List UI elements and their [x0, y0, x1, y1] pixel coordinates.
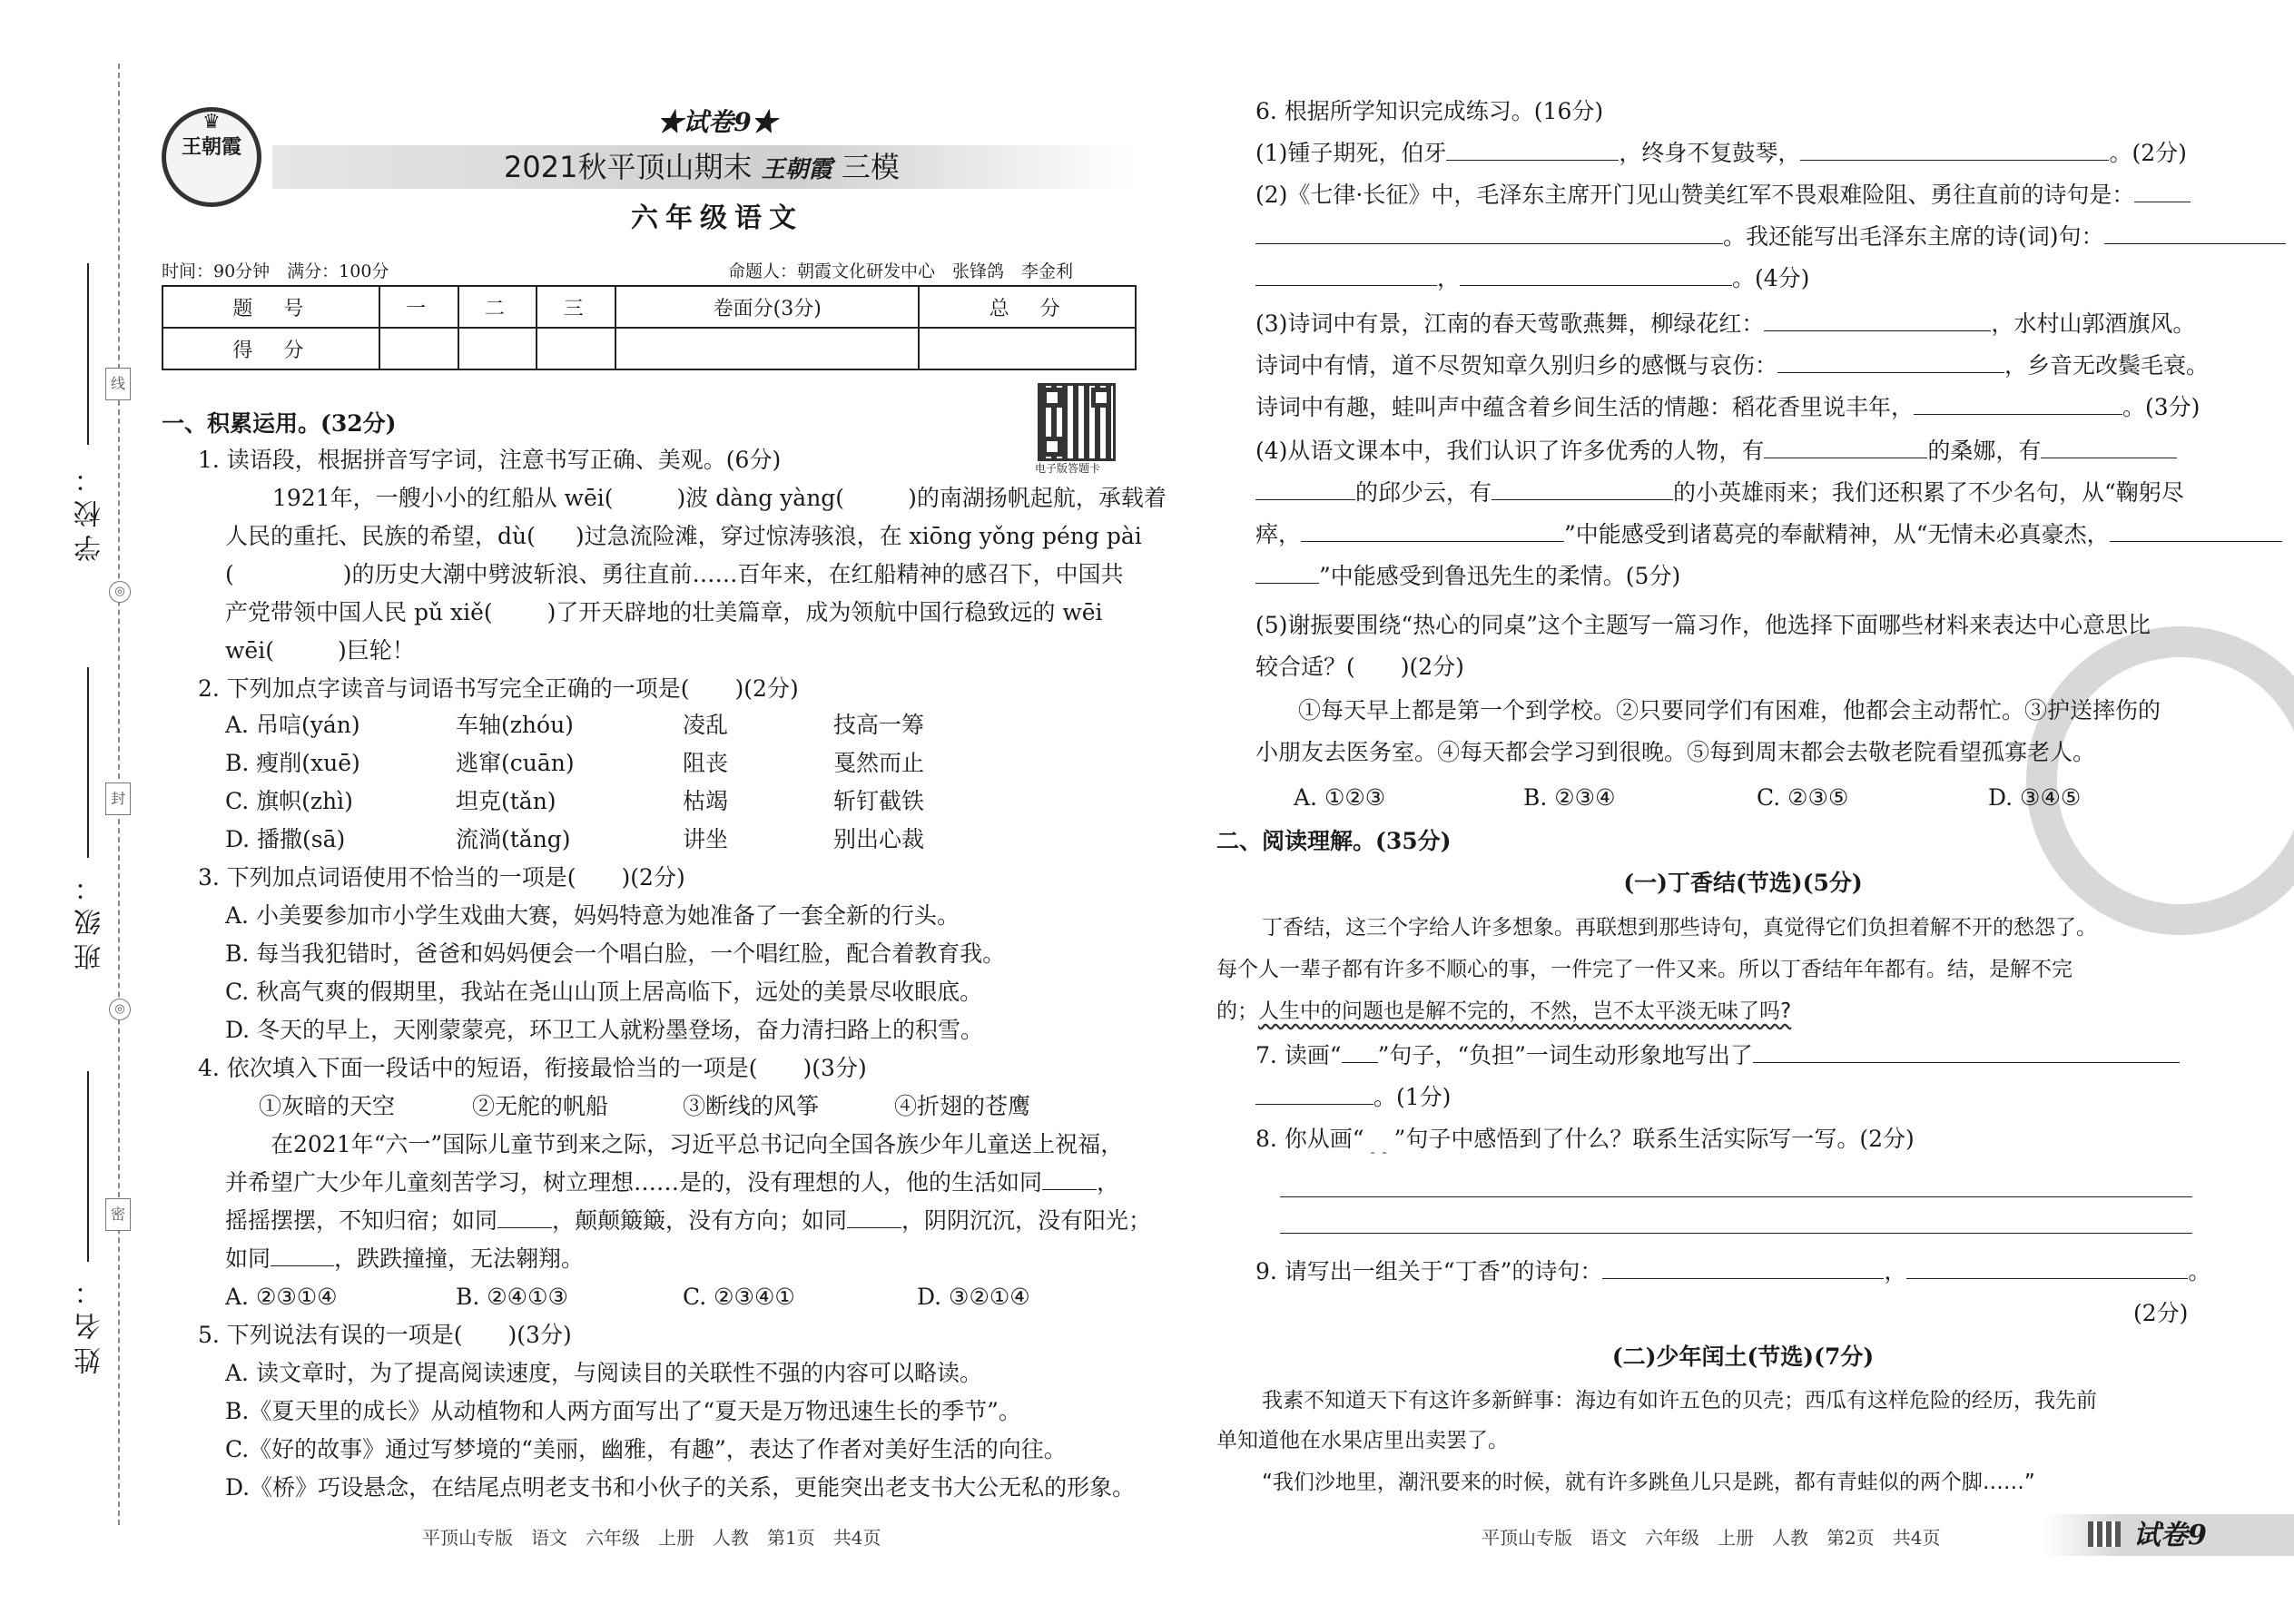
q4-option[interactable]: C. ②③④①	[683, 1284, 795, 1310]
q9-line	[1255, 1256, 2210, 1287]
answer-blank[interactable]	[844, 484, 908, 506]
q1-text: 人民的重托、民族的希望，dù(	[225, 523, 536, 549]
q2-option: 逃窜(cuān)	[456, 750, 575, 776]
school-field[interactable]	[87, 263, 89, 445]
binding-hole-icon: ◎	[109, 999, 131, 1020]
q2-option[interactable]: C. 旗帜(zhì)	[225, 788, 353, 814]
q1-text: 产党带领中国人民 pǔ xiě(	[225, 599, 493, 625]
q1-line	[225, 521, 1142, 552]
q6-text: (4)从语文课本中，我们认识了许多优秀的人物，有	[1255, 438, 1765, 464]
q7-line	[1255, 1040, 2180, 1071]
answer-blank[interactable]	[847, 1206, 901, 1228]
answer-blank[interactable]	[234, 560, 343, 582]
q6-text: (3)诗词中有景，江南的春天莺歌燕舞，柳绿花红：	[1255, 310, 1765, 337]
answer-blank[interactable]	[2110, 519, 2282, 542]
q1-text: wēi(	[225, 637, 274, 664]
q4-paragraph: 在2021年“六一”国际儿童节到来之际，习近平总书记向全国各族少年儿童送上祝福，	[271, 1131, 1124, 1157]
q3-option[interactable]: C. 秋高气爽的假期里，我站在尧山山顶上居高临下，远处的美景尽收眼底。	[225, 979, 983, 1005]
answer-blank[interactable]	[536, 522, 576, 544]
q1-text: )巨轮！	[337, 637, 415, 664]
q9-text: ，	[1884, 1258, 1907, 1284]
q5-prompt: 5. 下列说法有误的一项是( )(3分)	[198, 1322, 572, 1348]
q8-line	[1255, 1124, 1915, 1155]
score-header-cell: 卷面分(3分)	[615, 286, 919, 328]
q1-text: )了开天辟地的壮美篇章，成为领航中国行稳致远的 wēi	[546, 599, 1103, 625]
answer-blank[interactable]	[1492, 477, 1673, 500]
answer-blank[interactable]	[1602, 1256, 1884, 1279]
q6-materials: ①每天早上都是第一个到学校。②只要同学们有困难，他都会主动帮忙。③护送摔伤的	[1298, 697, 2161, 723]
q6-item	[1255, 180, 2191, 211]
q4-option[interactable]: A. ②③①④	[225, 1284, 338, 1310]
class-field[interactable]	[87, 667, 89, 858]
q2-option: 别出心裁	[833, 826, 925, 852]
q4-paragraph	[225, 1206, 1151, 1236]
score-table-score-row	[162, 328, 1136, 369]
q6-option[interactable]: C. ②③⑤	[1757, 784, 1849, 811]
qr-caption: 电子版答题卡	[1035, 462, 1101, 475]
q6-materials: 小朋友去医务室。④每天都会学习到很晚。⑤每到周末都会去敬老院看望孤寡老人。	[1255, 739, 2096, 765]
passage1-text	[1216, 996, 1791, 1027]
exam-title-brand: 王朝霞	[761, 156, 832, 183]
time-info: 时间：90分钟 满分：100分	[162, 261, 389, 281]
q6-text: 。(2分)	[2109, 140, 2187, 166]
q1-text: )波 dàng yàng(	[676, 485, 845, 511]
q6-prompt: 6. 根据所学知识完成练习。(16分)	[1255, 98, 1604, 124]
q4-paragraph	[225, 1167, 1119, 1198]
q4-text: ，	[1097, 1169, 1120, 1196]
q6-text: ”中能感受到诸葛亮的奉献精神，从“无情未必真豪杰，	[1564, 521, 2110, 547]
q3-option[interactable]: A. 小美要参加市小学生戏曲大赛，妈妈特意为她准备了一套全新的行头。	[225, 902, 960, 929]
answer-blank[interactable]	[2134, 180, 2191, 202]
q5-option[interactable]: A. 读文章时，为了提高阅读速度，与阅读目的关联性不强的内容可以略读。	[225, 1360, 982, 1386]
q3-option[interactable]: B. 每当我犯错时，爸爸和妈妈便会一个唱白脸，一个唱红脸，配合着教育我。	[225, 940, 1006, 967]
series-tag: ★试卷9★	[657, 107, 777, 137]
q1-line	[225, 559, 1124, 590]
q4-text: 并希望广大少年儿童刻苦学习，树立理想……是的，没有理想的人，他的生活如同	[225, 1169, 1043, 1196]
logo-text: 王朝霞	[181, 135, 241, 159]
q3-option[interactable]: D. 冬天的早上，天刚蒙蒙亮，环卫工人就粉墨登场，奋力清扫路上的积雪。	[225, 1017, 984, 1043]
authors: 命题人：朝霞文化研发中心 张锋鸽 李金利	[728, 261, 1074, 281]
q2-option: 凌乱	[683, 712, 729, 738]
class-label: 班级：	[74, 867, 106, 970]
q4-text: 摇摇摆摆，不知归宿；如同	[225, 1207, 498, 1234]
exam-title-post: 三模	[841, 150, 900, 184]
answer-blank[interactable]	[614, 484, 677, 506]
score-row-label: 得 分	[162, 328, 379, 369]
passage2-text: 我素不知道天下有这许多新鲜事：海边有如许五色的贝壳；西瓜有这样危险的经历，我先前	[1262, 1389, 2097, 1412]
answer-blank[interactable]	[1764, 436, 1927, 458]
score-cell[interactable]	[919, 328, 1136, 369]
q4-phrase: ④折翅的苍鹰	[894, 1093, 1031, 1119]
q1-line	[225, 635, 415, 666]
q4-option[interactable]: B. ②④①③	[456, 1284, 568, 1310]
answer-blank[interactable]	[1800, 138, 2109, 161]
q1-text: )过急流险滩，穿过惊涛骇浪，在 xiōng yǒng péng pài	[575, 523, 1142, 549]
q9-text: 9. 请写出一组关于“丁香”的诗句：	[1255, 1258, 1603, 1284]
answer-blank[interactable]	[1255, 477, 1355, 500]
answer-blank[interactable]	[1753, 1040, 2180, 1063]
q6-item	[1255, 350, 2209, 381]
q4-text: ，颠颠簸簸，没有方向；如同	[552, 1207, 848, 1234]
score-cell[interactable]	[458, 328, 537, 369]
q7-text: 。(1分)	[1373, 1084, 1452, 1110]
q1-text: )的南湖扬帆起航，承载着	[908, 485, 1167, 511]
q1-prompt: 1. 读语段，根据拼音写字词，注意书写正确、美观。(6分)	[198, 447, 782, 473]
q6-item: 较合适？( )(2分)	[1255, 654, 1464, 680]
name-field[interactable]	[87, 1071, 89, 1262]
answer-blank[interactable]	[271, 1244, 334, 1266]
passage1-text: 每个人一辈子都有许多不顺心的事，一件完了一件又来。所以丁香结年年都有。结，是解不完	[1216, 958, 2072, 981]
q8-text: 8. 你从画“	[1255, 1126, 1364, 1152]
page-footer-left: 平顶山专版 语文 六年级 上册 人教 第1页 共4页	[422, 1527, 881, 1549]
q6-item	[1255, 263, 1809, 294]
page-footer-right: 平顶山专版 语文 六年级 上册 人教 第2页 共4页	[1482, 1527, 1941, 1549]
passage2-text: 单知道他在水果店里出卖罢了。	[1216, 1429, 1509, 1452]
answer-blank[interactable]	[497, 1206, 552, 1228]
q8-answer-line[interactable]	[1280, 1233, 2192, 1234]
answer-blank[interactable]	[1914, 392, 2122, 415]
answer-blank[interactable]	[2041, 436, 2177, 458]
q6-text: 诗词中有情，道不尽贺知章久别归乡的感慨与哀伤：	[1255, 352, 1778, 379]
q6-item	[1255, 436, 2177, 467]
q1-line	[272, 483, 1167, 514]
score-header-cell: 三	[537, 286, 615, 328]
q1-line	[225, 597, 1103, 628]
answer-blank[interactable]	[1255, 221, 1723, 244]
q6-text: 的小英雄雨来；我们还积累了不少名句，从“鞠躬尽	[1673, 479, 2184, 506]
q2-option[interactable]: A. 吊唁(yán)	[225, 712, 360, 738]
q6-item	[1255, 519, 2282, 550]
q4-phrase: ②无舵的帆船	[472, 1093, 609, 1119]
section2-heading: 二、阅读理解。(35分)	[1216, 828, 1452, 854]
answer-blank[interactable]	[1255, 1082, 1373, 1105]
q1-text: 1921年，一艘小小的红船从 wēi(	[272, 485, 614, 511]
q6-text: 瘁，	[1255, 521, 1302, 547]
q6-option[interactable]: A. ①②③	[1294, 784, 1386, 811]
q7-text: 7. 读画“	[1255, 1042, 1342, 1068]
score-table	[162, 285, 1137, 370]
q4-text: 如同	[225, 1245, 271, 1272]
q1-text: (	[225, 561, 234, 587]
answer-blank[interactable]	[1255, 561, 1319, 584]
q4-paragraph	[225, 1244, 584, 1275]
answer-blank[interactable]	[1777, 350, 2004, 373]
corner-tag: 试卷9	[2133, 1520, 2207, 1551]
subject-title: 六年级语文	[631, 202, 803, 234]
q6-text: (2)《七律·长征》中，毛泽东主席开门见山赞美红军不畏艰难险阻、勇往直前的诗句是：	[1255, 182, 2135, 208]
answer-blank[interactable]	[1042, 1167, 1097, 1190]
score-header-cell: 一	[379, 286, 458, 328]
qr-code-icon[interactable]	[1038, 383, 1116, 461]
q4-prompt: 4. 依次填入下面一段话中的短语，衔接最恰当的一项是( )(3分)	[198, 1055, 867, 1081]
passage1-text: 丁香结，这三个字给人许多想象。再联想到那些诗句，真觉得它们负担着解不开的愁怨了。	[1262, 916, 2097, 940]
q6-text: (1)锺子期死，伯牙	[1255, 140, 1447, 166]
q7-line	[1255, 1082, 1451, 1113]
q6-item	[1255, 561, 1680, 592]
q7-text: ”句子，“负担”一词生动形象地写出了	[1377, 1042, 1753, 1068]
q5-option[interactable]: B.《夏天里的成长》从动植物和人两方面写出了“夏天是万物迅速生长的季节”。	[225, 1398, 1021, 1424]
watermark-seal	[2026, 626, 2294, 935]
score-table-header-row	[162, 286, 1136, 328]
answer-blank[interactable]	[274, 636, 338, 658]
answer-blank[interactable]	[1301, 519, 1564, 542]
score-header-cell: 二	[458, 286, 537, 328]
q3-prompt: 3. 下列加点词语使用不恰当的一项是( )(2分)	[198, 864, 685, 891]
q4-option[interactable]: D. ③②①④	[917, 1284, 1030, 1310]
answer-blank[interactable]	[2104, 221, 2286, 244]
logo-crown-icon: ♛	[202, 111, 221, 133]
q6-option[interactable]: B. ②③④	[1523, 784, 1616, 811]
q5-option[interactable]: D.《桥》巧设悬念，在结尾点明老支书和小伙子的关系，更能突出老支书大公无私的形象。	[225, 1474, 1136, 1501]
q8-answer-line[interactable]	[1280, 1196, 2192, 1197]
q2-option: 车轴(zhóu)	[456, 712, 574, 738]
answer-blank[interactable]	[1446, 138, 1619, 161]
q8-text: ”句子中感悟到了什么？联系生活实际写一写。(2分)	[1393, 1126, 1915, 1152]
underline-sample	[1342, 1040, 1378, 1063]
passage1-wavy-sentence: 人生中的问题也是解不完的，不然，岂不太平淡无味了吗?	[1258, 999, 1792, 1023]
wavy-sample	[1364, 1126, 1394, 1152]
passage2-text: “我们沙地里，潮汛要来的时候，就有许多跳鱼儿只是跳，都有青蛙似的两个脚……”	[1262, 1471, 2035, 1494]
q2-option: 斩钉截铁	[833, 788, 925, 814]
q5-option[interactable]: C.《好的故事》通过写梦境的“美丽，幽雅，有趣”，表达了作者对美好生活的向往。	[225, 1436, 1067, 1462]
score-header-cell: 题 号	[162, 286, 379, 328]
answer-blank[interactable]	[1255, 263, 1437, 286]
q6-text: ，乡音无改鬓毛衰。	[2004, 352, 2210, 379]
q6-text: ，水村山郭酒旗风。	[1991, 310, 2196, 337]
q2-option[interactable]: B. 瘦削(xuē)	[225, 750, 360, 776]
q6-text: 。(4分)	[1732, 265, 1810, 291]
q9-points: (2分)	[2133, 1300, 2189, 1326]
q6-item	[1255, 309, 2195, 340]
q6-text: ，终身不复鼓琴，	[1619, 140, 1801, 166]
passage1-title: (一)丁香结(节选)(5分)	[1623, 870, 1863, 896]
q2-option: 流淌(tǎng)	[456, 826, 571, 852]
passage1-text-plain: 的；	[1216, 999, 1258, 1023]
answer-blank[interactable]	[493, 598, 547, 620]
q2-option: 技高一筹	[833, 712, 925, 738]
name-label: 姓名：	[74, 1271, 106, 1374]
q6-option[interactable]: D. ③④⑤	[1988, 784, 2082, 811]
q4-phrase: ③断线的风筝	[683, 1093, 820, 1119]
q2-prompt: 2. 下列加点字读音与词语书写完全正确的一项是( )(2分)	[198, 675, 799, 702]
q2-option: 戛然而止	[833, 750, 925, 776]
q6-text: ，	[1437, 265, 1461, 291]
exam-title	[504, 148, 900, 189]
q2-option: 枯竭	[683, 788, 729, 814]
q6-item	[1255, 138, 2187, 169]
exam-title-pre: 2021秋平顶山期末	[504, 150, 753, 184]
school-label: 学校：	[74, 458, 106, 562]
answer-blank[interactable]	[1764, 309, 1991, 331]
binding-mark-sealed: 密	[105, 1198, 131, 1231]
brand-logo	[162, 107, 261, 207]
q6-text: 诗词中有趣，蛙叫声中蕴含着乡间生活的情趣：稻花香里说丰年，	[1255, 394, 1915, 420]
answer-blank[interactable]	[1906, 1256, 2188, 1279]
q2-option: 讲坐	[683, 826, 729, 852]
corner-tag-pattern-icon	[2088, 1521, 2121, 1547]
answer-blank[interactable]	[1460, 263, 1732, 286]
q6-text: ”中能感受到鲁迅先生的柔情。(5分)	[1319, 563, 1681, 589]
q6-text: 的桑娜，有	[1927, 438, 2042, 464]
q6-text: 。(3分)	[2122, 394, 2200, 420]
q6-text: 。我还能写出毛泽东主席的诗(词)句：	[1723, 223, 2104, 250]
score-cell[interactable]	[379, 328, 458, 369]
passage2-title: (二)少年闰土(节选)(7分)	[1611, 1343, 1875, 1370]
score-header-cell: 总 分	[919, 286, 1136, 328]
q6-item	[1255, 477, 2184, 508]
q4-text: ，阴阴沉沉，没有阳光；	[901, 1207, 1152, 1234]
binding-hole-icon: ◎	[109, 581, 131, 603]
q6-item: (5)谢振要围绕“热心的同桌”这个主题写一篇习作，他选择下面哪些材料来表达中心意思比	[1255, 612, 2151, 638]
q1-text: )的历史大潮中劈波斩浪、勇往直前……百年来，在红船精神的感召下，中国共	[342, 561, 1124, 587]
binding-mark-seal: 封	[105, 782, 131, 815]
q4-text: ，跌跌撞撞，无法翱翔。	[334, 1245, 585, 1272]
q2-option: 坦克(tǎn)	[456, 788, 556, 814]
q2-option[interactable]: D. 播撒(sā)	[225, 826, 346, 852]
q9-text: 。	[2188, 1258, 2211, 1284]
binding-mark-line: 线	[105, 368, 131, 400]
q6-item	[1255, 221, 2286, 252]
score-cell[interactable]	[537, 328, 615, 369]
q2-option: 阻丧	[683, 750, 729, 776]
q6-text: 的邱少云，有	[1355, 479, 1492, 506]
q6-item	[1255, 392, 2200, 423]
q4-phrase: ①灰暗的天空	[259, 1093, 396, 1119]
section1-heading: 一、积累运用。(32分)	[162, 410, 397, 437]
score-cell[interactable]	[615, 328, 919, 369]
